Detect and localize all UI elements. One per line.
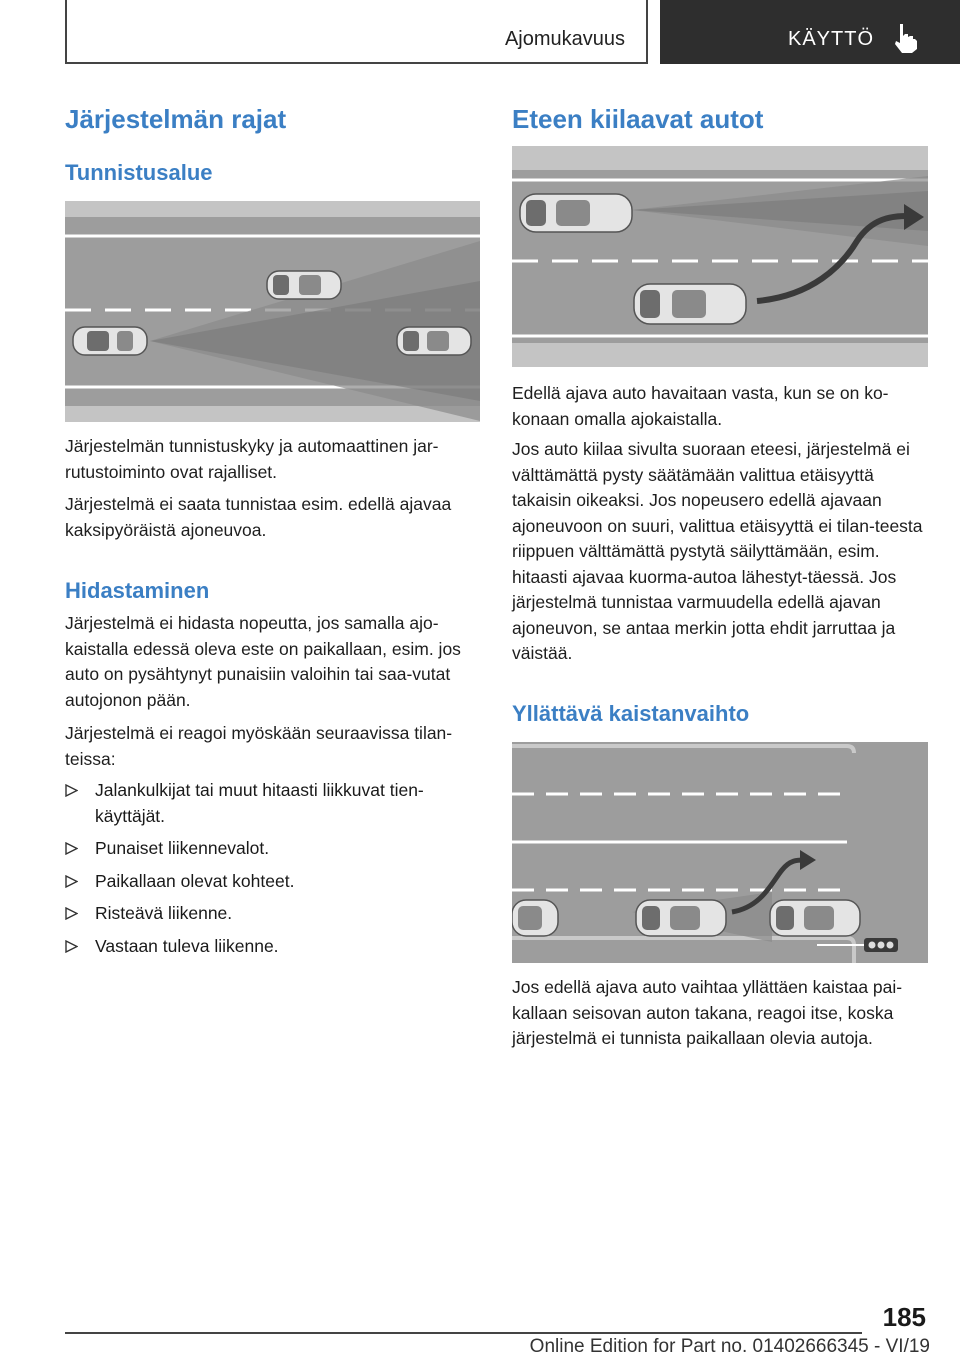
list-item xyxy=(65,869,480,895)
triangle-bullet-icon xyxy=(65,842,78,855)
pointing-hand-icon xyxy=(890,22,920,54)
paragraph: Järjestelmä ei hidasta nopeutta, jos samalla ajo-kaistalla edessä oleva este on paikallaan, esim. jos auto on pysähtynyt punaisiin valoihin tai saa-vutat autojonon pään. xyxy=(65,613,461,710)
subsection-title-detection-range: Tunnistusalue xyxy=(65,160,213,185)
car-icon xyxy=(636,900,726,936)
page-number: 185 xyxy=(882,1302,926,1332)
traffic-light-icon xyxy=(864,938,898,952)
car-icon xyxy=(267,271,341,299)
detection-range-figure xyxy=(65,201,480,422)
footer-rule xyxy=(65,1332,862,1334)
car-icon xyxy=(397,327,471,355)
triangle-bullet-icon xyxy=(65,940,78,953)
paragraph: Jos edellä ajava auto vaihtaa yllättäen kaistaa pai-kallaan seisovan auton takana, reagoi itse, koska järjestelmä ei tunnista paikallaan olevia autoja. xyxy=(512,977,903,1048)
paragraph: Järjestelmä ei reagoi myöskään seuraavissa tilan-teissa: xyxy=(65,723,453,769)
paragraph: Edellä ajava auto havaitaan vasta, kun se on ko-konaan omalla ajokaistalla. xyxy=(512,383,889,429)
chapter-tab-label: KÄYTTÖ xyxy=(787,28,874,50)
exceptions-list xyxy=(65,778,480,966)
triangle-bullet-icon xyxy=(65,784,78,797)
cut-in-figure xyxy=(512,146,928,367)
section-title-system-limits: Järjestelmän rajat xyxy=(65,104,287,134)
section-title-cut-in-cars: Eteen kiilaavat autot xyxy=(512,104,764,134)
list-item xyxy=(65,901,480,927)
paragraph: Järjestelmän tunnistuskyky ja automaattinen jar-rutustoiminto ovat rajalliset. xyxy=(65,436,439,482)
car-icon xyxy=(520,194,632,232)
paragraph: Jos auto kiilaa sivulta suoraan eteesi, järjestelmä ei välttämättä pysty säätämään valittua etäisyyttä takaisin oikeaksi. Jos nopeusero edellä ajavaan ajoneuvoon on suuri, valittua etäisyyttä ei tilan-teesta riippuen välttämättä pystytä säilyttämään, esim. hitaasti ajavaa kuorma-autoa lähestyt-täessä. Jos järjestelmä tunnistaa varmuudella edellä ajavan ajoneuvon, se antaa merkin jotta ehdit jarruttaa ja väistää. xyxy=(512,439,923,663)
triangle-bullet-icon xyxy=(65,875,78,888)
car-icon xyxy=(634,284,746,324)
triangle-bullet-icon xyxy=(65,907,78,920)
header-section-title: Ajomukavuus xyxy=(504,28,625,50)
edition-footer: Online Edition for Part no. 01402666345 - VI/19 xyxy=(529,1336,930,1357)
header-chapter-tab xyxy=(660,0,960,64)
list-item xyxy=(65,836,480,862)
list-item-text: Risteävä liikenne. xyxy=(95,903,233,923)
lane-change-figure xyxy=(512,742,928,963)
subsection-title-deceleration: Hidastaminen xyxy=(65,578,210,603)
list-item xyxy=(65,778,480,829)
paragraph: Järjestelmä ei saata tunnistaa esim. edellä ajavaa kaksipyöräistä ajoneuvoa. xyxy=(65,494,452,540)
list-item-text: Punaiset liikennevalot. xyxy=(95,838,270,858)
car-icon xyxy=(770,900,860,936)
section-title-sudden-lane-change: Yllättävä kaistanvaihto xyxy=(512,701,750,726)
car-icon xyxy=(73,327,147,355)
list-item-text: Jalankulkijat tai muut hitaasti liikkuvat tien-käyttäjät. xyxy=(95,780,424,826)
car-icon xyxy=(512,900,558,936)
list-item-text: Paikallaan olevat kohteet. xyxy=(95,870,295,891)
list-item xyxy=(65,934,480,960)
list-item-text: Vastaan tuleva liikenne. xyxy=(95,935,279,956)
